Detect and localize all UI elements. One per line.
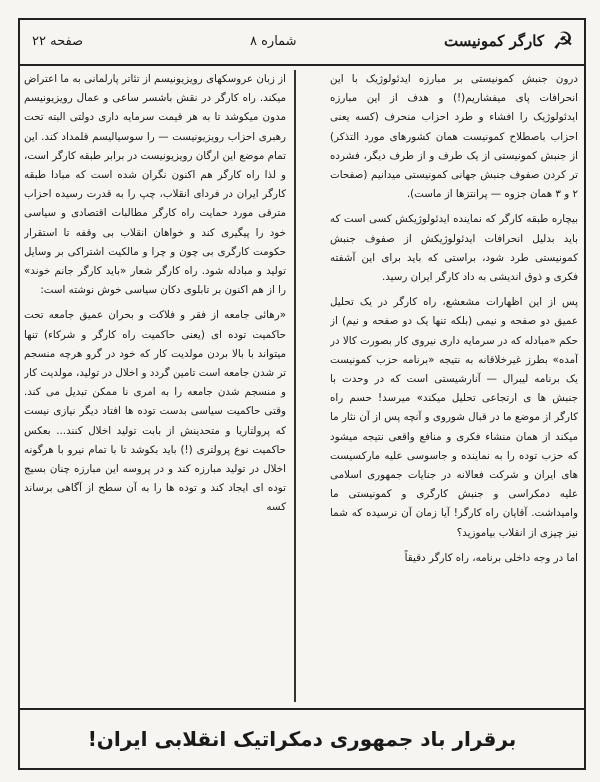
column-divider — [294, 70, 296, 702]
paragraph: درون جنبش کمونیستی بر مبارزه ایدئولوژیک با این انحرافات پای میفشاریم(!) و هدف از این مبارزه ایدئولوژیک را افشاء و طرد احزاب منحرف (کسه یعنی احزاب باصطلاح کمونیست همان کشورهای مورد التذکر) از جنبش کمونیستی از یک طرف و از طرف دیگر، فشرده تر کردن صفوف جنبش جهانی کمونیستی میدانیم (صفحات ۲ و ۳ همان جزوه — پرانتزها از ماست). — [330, 73, 578, 201]
paragraph: پس از این اظهارات مشعشع، راه کارگر در یک تحلیل عمیق دو صفحه و نیمی (بلکه تنها یک دو صفحه و نیم) از حکم «مبادله که در سرمایه داری نیروی کار بصورت کالا در آمده» بطرز غیرخلاقانه به نتیجه «برنامه حزب کمونیست یک برنامه لیبرال — آنارشیستی است که در وحدت با جنبش ها ی ارتجاعی تحلیل میکند» میرسد! حسم راه کارگر از موضع ما در قبال شوروی و آنچه پس از آن نثار ما میکند از همان منشاء فکری و منافع واقعی نتیجه میشود که حزب توده را به نماینده و جاسوسی علیه مارکسیست های ایران و شرکت فعالانه در جنایات جمهوری اسلامی علیه دمکراسی و جنبش کارگری و کمونیستی ما وامیداشت. آقایان راه کارگر! آیا زمان آن نرسیده که شما نیز چیزی از انقلاب بیاموزید؟ — [330, 296, 578, 539]
page-number: صفحه ۲۲ — [32, 34, 84, 49]
issue-number: شماره ۸ — [250, 34, 297, 49]
page-footer — [20, 708, 584, 768]
paragraph: بیچاره طبقه کارگر که نماینده ایدئولوژیکش کسی است که باید بدلیل انحرافات ایدئولوژیکش از صفوف جنبش کمونیستی طرد شود، براستی که باید برای این آشفته فکری و ذوق اندیشی به داد کارگر ایران رسید. — [330, 213, 578, 284]
hammer-sickle-icon: ☭ — [552, 27, 574, 55]
masthead-title: کارگر کمونیست — [444, 32, 544, 50]
footer-slogan: برقرار باد جمهوری دمکراتیک انقلابی ایران! — [87, 727, 517, 751]
paragraph: از زبان عروسکهای رویزیونیسم از تئاتر پارلمانی به ما اعتراض میکند. راه کارگر در نقش باشسر ساعی و عمال رویزیونیسم مدون میکوشد تا به هر قیمت سرمایه داری دولتی البته تحت رهبری احزاب رویزیونیست — را سوسیالیسم قلمداد کند. این تمام موضع این ارگان رویزیونیست در برابر طبقه کارگر است، و لذا راه کارگر هم اکنون نگران شده است که مبادا طبقه کارگر ایران در فردای انقلاب، چپ را به قدرت رسیده احزاب مترقی مورد حمایت راه کارگر مطالبات اقتصادی و سیاسی خود را پیگیری کند و خواهان انقلاب بی وقفه تا استقرار حکومت کارگری بی چون و چرا و مالکیت اشتراکی بر وسایل تولید و مبادله شود. راه کارگر شعار «باید کارگر جانم خوند» را از هم اکنون بر تابلوی دکان سیاسی خوش نوشته است: — [24, 73, 286, 297]
paragraph: «رهائی جامعه از فقر و فلاکت و بحران عمیق جامعه تحت حاکمیت توده ای (یعنی حاکمیت راه کارگر و شرکاء) تنها میتواند با بالا بردن مولدیت کار که خود در گرو هرچه منسجم تر شدن جامعه است تامین گردد و اخلال در تولید، مولدیت کار و منسجم شدن جامعه را به امری نا ممکن تبدیل می کند. وقتی حاکمیت سیاسی بدست توده ها افتاد دیگر نیازی نیست که پرولتاریا و متحدینش از بابت تولید اخلال کنند... بعکس حاکمیت نوع پرولتری (!) باید بکوشد تا با تمام نیرو با هرگونه اخلال در تولید مبارزه کند و در پروسه این مبارزه چنان بسیج توده ای ایجاد کند و توده ها را به آن سطح از آگاهی برساند کسه — [24, 309, 286, 514]
left-column — [24, 70, 286, 702]
page-header — [20, 22, 584, 66]
paragraph: اما در وجه داخلی برنامه، راه کارگر دقیقاً — [404, 551, 578, 564]
right-column — [330, 70, 578, 702]
